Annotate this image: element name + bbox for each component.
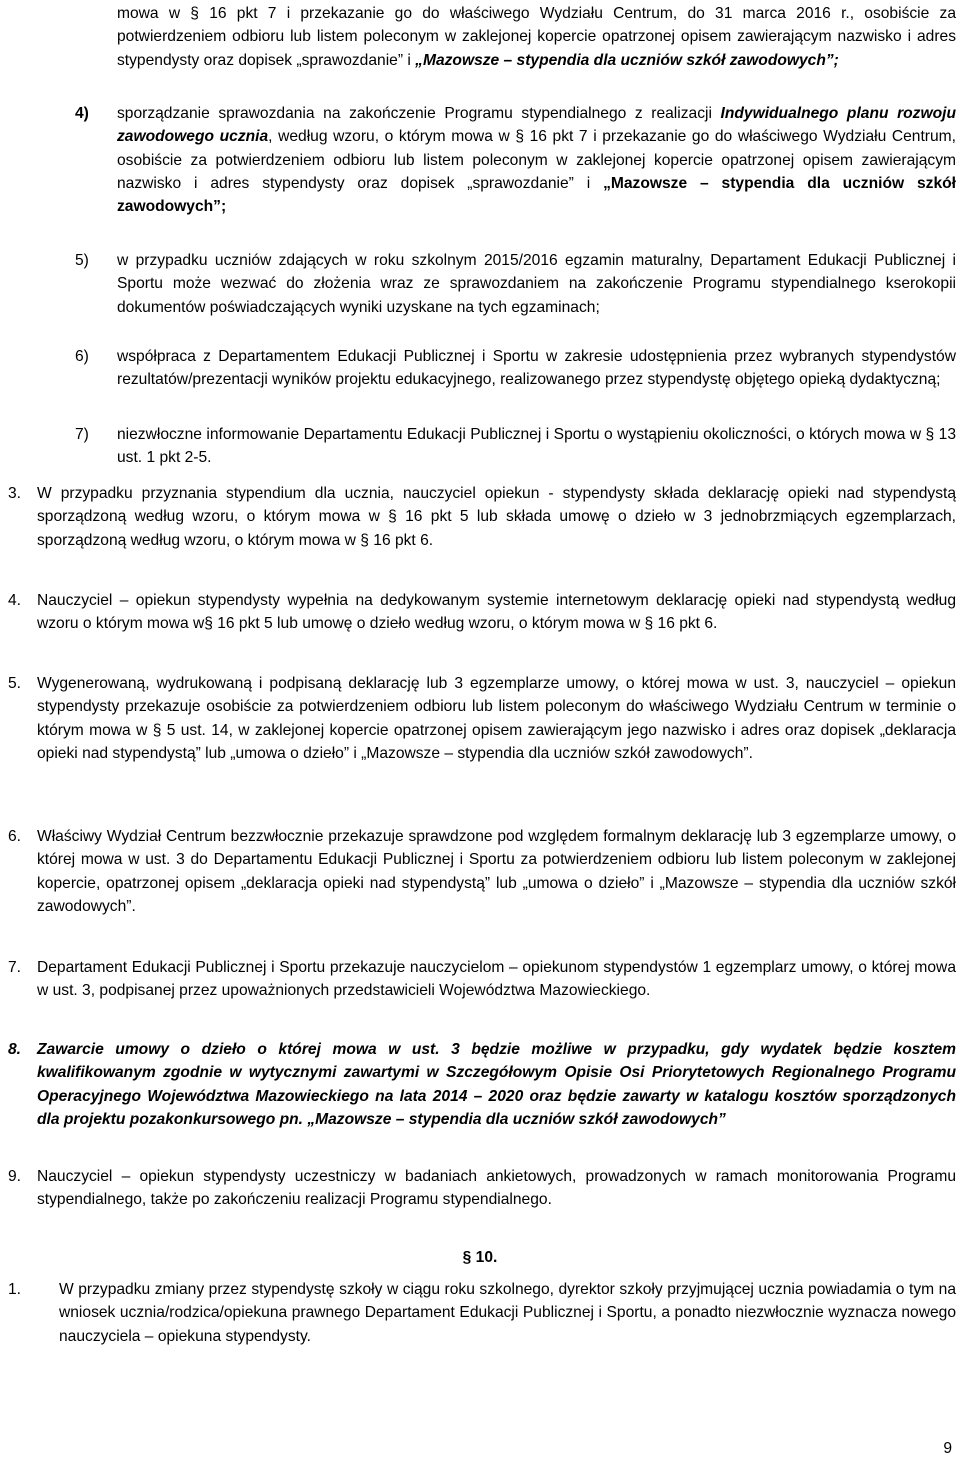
sub-item-number: 6) xyxy=(75,348,89,365)
sub-item-text xyxy=(117,102,956,218)
sub-item-number: 4) xyxy=(75,105,89,122)
item-number: 4. xyxy=(8,592,22,609)
item-number: 9. xyxy=(8,1168,22,1185)
item-text: W przypadku przyznania stypendium dla ucznia, nauczyciel opiekun - stypendysty składa deklarację opieki nad stypendystą sporządzoną według wzoru, o którym mowa w § 16 pkt 5 lub składa umowę o dzieło w 3 jednobrzmiących egzemplarzach, sporządzoną według wzoru, o którym mowa w § 16 pkt 6. xyxy=(37,485,956,549)
item-text: Departament Edukacji Publicznej i Sportu przekazuje nauczycielom – opiekunom stypendystów 1 egzemplarz umowy, o której mowa w ust. 3, podpisanej przez upoważnionych przedstawicieli Województwa Mazowieckiego. xyxy=(37,959,956,1000)
item-number: 3. xyxy=(8,485,22,502)
continuation-emphasis: „Mazowsze – stypendia dla uczniów szkół zawodowych”; xyxy=(415,51,839,69)
item-text: Nauczyciel – opiekun stypendysty wypełnia na dedykowanym systemie internetowym deklarację opieki nad stypendystą według wzoru o którym mowa w§ 16 pkt 5 lub umowę o dzieło według wzoru, o którym mowa w § 16 pkt 6. xyxy=(37,592,956,633)
sub-item-emphasis: „Mazowsze – stypendia dla uczniów szkół zawodowych”; xyxy=(117,174,956,216)
page-number: 9 xyxy=(943,1440,952,1457)
section-item-number: 1. xyxy=(8,1281,22,1298)
item-text: Właściwy Wydział Centrum bezzwłocznie przekazuje sprawdzone pod względem formalnym deklarację lub 3 egzemplarze umowy, o której mowa w ust. 3 do Departamentu Edukacji Publicznej i Sportu za potwierdzeniem odbioru lub listem poleconym w zaklejonej kopercie, opatrzonej opisem „deklaracja opieki nad stypendystą” lub „umowa o dzieło” i „Mazowsze – stypendia dla uczniów szkół zawodowych”. xyxy=(37,828,956,915)
sub-item-text-part: , według wzoru, o którym mowa w § 16 pkt 7 i przekazanie go do właściwego Wydziału Centrum, osobiście za potwierdzeniem odbioru lub listem poleconym w zaklejonej kopercie opatrzonej opisem zawierającym nazwisko i adres stypendysty oraz dopisek „sprawozdanie” i xyxy=(117,128,956,192)
item-number: 7. xyxy=(8,959,22,976)
sub-item-emphasis: Indywidualnego planu rozwoju zawodowego ucznia xyxy=(117,105,956,146)
sub-item-number: 7) xyxy=(75,426,89,443)
item-text: Zawarcie umowy o dzieło o której mowa w ust. 3 będzie możliwe w przypadku, gdy wydatek będzie kosztem kwalifikowanym zgodnie w wytycznymi zawartymi w Szczegółowym Opisie Osi Priorytetowych Regionalnego Programu Operacyjnego Województwa Mazowieckiego na lata 2014 – 2020 oraz będzie zawarty w katalogu kosztów sporządzonych dla projektu pozakonkursowego pn. „Mazowsze – stypendia dla uczniów szkół zawodowych” xyxy=(37,1041,956,1128)
sub-item-text-part: sporządzanie sprawozdania na zakończenie Programu stypendialnego z realizacji xyxy=(117,105,721,122)
sub-item-number: 5) xyxy=(75,252,89,269)
item-text: Nauczyciel – opiekun stypendysty uczestniczy w badaniach ankietowych, prowadzonych w ramach monitorowania Programu stypendialnego, także po zakończeniu realizacji Programu stypendialnego. xyxy=(37,1168,956,1209)
section-item-text: W przypadku zmiany przez stypendystę szkoły w ciągu roku szkolnego, dyrektor szkoły przyjmującej ucznia powiadamia o tym na wniosek ucznia/rodzica/opiekuna prawnego Departament Edukacji Publicznej i Sportu, a ponadto niezwłocznie wyznacza nowego nauczyciela – opiekuna stypendysty. xyxy=(59,1281,956,1345)
item-number: 6. xyxy=(8,828,22,845)
sub-item-text: w przypadku uczniów zdających w roku szkolnym 2015/2016 egzamin maturalny, Departament Edukacji Publicznej i Sportu może wezwać do złożenia wraz ze sprawozdaniem na zakończenie Programu stypendialnego kserokopii dokumentów poświadczających wyniki uzyskane na tych egzaminach; xyxy=(117,252,956,316)
item-number: 8. xyxy=(8,1041,22,1058)
item-text: Wygenerowaną, wydrukowaną i podpisaną deklarację lub 3 egzemplarze umowy, o której mowa w ust. 3, nauczyciel – opiekun stypendysty przekazuje osobiście za potwierdzeniem odbioru lub listem poleconym do właściwego Wydziału Centrum w terminie o którym mowa w § 5 ust. 14, w zaklejonej kopercie opatrzonej opisem zawierającym jego nazwisko i adres oraz dopisek „deklaracja opieki nad stypendystą” lub „umowa o dzieło” i „Mazowsze – stypendia dla uczniów szkół zawodowych”. xyxy=(37,675,956,762)
sub-item-text: współpraca z Departamentem Edukacji Publicznej i Sportu w zakresie udostępnienia przez wybranych stypendystów rezultatów/prezentacji wyników projektu edukacyjnego, realizowanego przez stypendystę objętego opieką dydaktyczną; xyxy=(117,348,956,389)
continuation-paragraph xyxy=(117,2,956,72)
section-heading: § 10. xyxy=(462,1249,498,1266)
continuation-text: mowa w § 16 pkt 7 i przekazanie go do właściwego Wydziału Centrum, do 31 marca 2016 r., osobiście za potwierdzeniem odbioru lub listem poleconym w zaklejonej kopercie opatrzonej opisem zawierającym nazwisko i adres stypendysty oraz dopisek „sprawozdanie” i xyxy=(117,5,956,69)
sub-item-text: niezwłoczne informowanie Departamentu Edukacji Publicznej i Sportu o wystąpieniu okoliczności, o których mowa w § 13 ust. 1 pkt 2-5. xyxy=(117,426,956,467)
item-number: 5. xyxy=(8,675,22,692)
